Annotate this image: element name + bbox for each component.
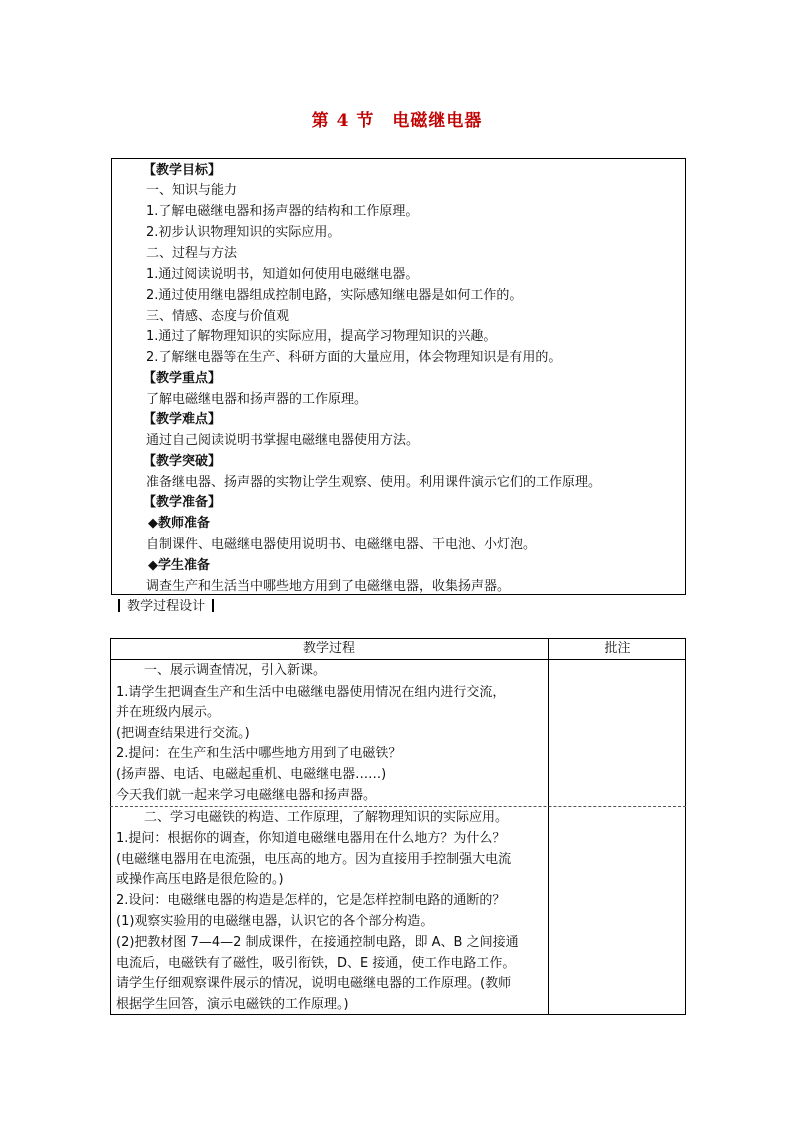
section1-line: 1.请学生把调查生产和生活中电磁继电器使用情况在组内进行交流， <box>116 685 506 700</box>
section2-heading: 二、学习电磁铁的构造、工作原理，了解物理知识的实际应用。 <box>144 810 509 825</box>
objectives-heading: 【教学目标】 <box>143 163 222 178</box>
objectives-line: 三、情感、态度与价值观 <box>146 309 290 324</box>
section2-line: 或操作高压电路是很危险的。) <box>116 872 284 887</box>
teacher-prep-text: 自制课件、电磁继电器使用说明书、电磁继电器、干电池、小灯泡。 <box>146 537 537 552</box>
objectives-line: 一、知识与能力 <box>146 183 238 198</box>
section1-line: (把调查结果进行交流。) <box>116 726 250 741</box>
section2-line: (1)观察实验用的电磁继电器，认识它的各个部分构造。 <box>116 914 434 929</box>
divider <box>212 599 214 612</box>
objectives-line: 2.通过使用继电器组成控制电路，实际感知继电器是如何工作的。 <box>146 288 523 303</box>
student-prep-heading: ◆学生准备 <box>148 558 210 573</box>
breakthrough-text: 准备继电器、扬声器的实物让学生观察、使用。利用课件演示它们的工作原理。 <box>146 475 602 490</box>
difficulties-heading: 【教学难点】 <box>143 412 222 427</box>
process-design-text: 教学过程设计 <box>127 599 206 614</box>
objectives-line: 1.通过阅读说明书，知道如何使用电磁继电器。 <box>146 267 419 282</box>
divider <box>118 599 120 612</box>
table-column-divider <box>548 638 549 1015</box>
section1-line: 今天我们就一起来学习电磁继电器和扬声器。 <box>116 788 377 803</box>
section2-line: 根据学生回答，演示电磁铁的工作原理。) <box>116 997 349 1012</box>
table-header-divider <box>110 659 686 660</box>
preparation-heading: 【教学准备】 <box>143 495 222 510</box>
section2-line: 请学生仔细观察课件展示的情况，说明电磁继电器的工作原理。(教师 <box>116 976 512 991</box>
student-prep-text: 调查生产和生活当中哪些地方用到了电磁继电器，收集扬声器。 <box>146 579 511 594</box>
breakthrough-heading: 【教学突破】 <box>143 454 222 469</box>
section2-line: (电磁继电器用在电流强，电压高的地方。因为直接用手控制强大电流 <box>116 852 512 867</box>
process-design-label <box>118 599 214 615</box>
objectives-line: 二、过程与方法 <box>146 246 238 261</box>
objectives-line: 1.了解电磁继电器和扬声器的结构和工作原理。 <box>146 204 419 219</box>
objectives-line: 1.通过了解物理知识的实际应用，提高学习物理知识的兴趣。 <box>146 329 497 344</box>
section2-line: 电流后，电磁铁有了磁性，吸引衔铁，D、E 接通，使工作电路工作。 <box>116 956 516 971</box>
key-points-heading: 【教学重点】 <box>143 371 222 386</box>
header-process: 教学过程 <box>302 641 355 656</box>
section1-line: (扬声器、电话、电磁起重机、电磁继电器……) <box>116 767 387 782</box>
section2-line: 2.设问：电磁继电器的构造是怎样的，它是怎样控制电路的通断的？ <box>116 893 506 908</box>
header-notes: 批注 <box>604 641 631 656</box>
section2-line: 1.提问：根据你的调查，你知道电磁继电器用在什么地方？为什么？ <box>116 831 506 846</box>
difficulties-text: 通过自己阅读说明书掌握电磁继电器使用方法。 <box>146 433 420 448</box>
section1-line: 并在班级内展示。 <box>116 705 221 720</box>
objectives-line: 2.了解继电器等在生产、科研方面的大量应用，体会物理知识是有用的。 <box>146 350 562 365</box>
teacher-prep-heading: ◆教师准备 <box>148 516 210 531</box>
page-title: 第 4 节 电磁继电器 <box>311 111 483 131</box>
table-row-divider <box>110 806 686 807</box>
section1-line: 2.提问：在生产和生活中哪些地方用到了电磁铁？ <box>116 746 402 761</box>
objectives-line: 2.初步认识物理知识的实际应用。 <box>146 225 341 240</box>
key-points-text: 了解电磁继电器和扬声器的工作原理。 <box>146 392 368 407</box>
section2-line: (2)把教材图 7—4—2 制成课件，在接通控制电路，即 A、B 之间接通 <box>116 935 519 950</box>
section1-heading: 一、展示调查情况，引入新课。 <box>144 663 327 678</box>
